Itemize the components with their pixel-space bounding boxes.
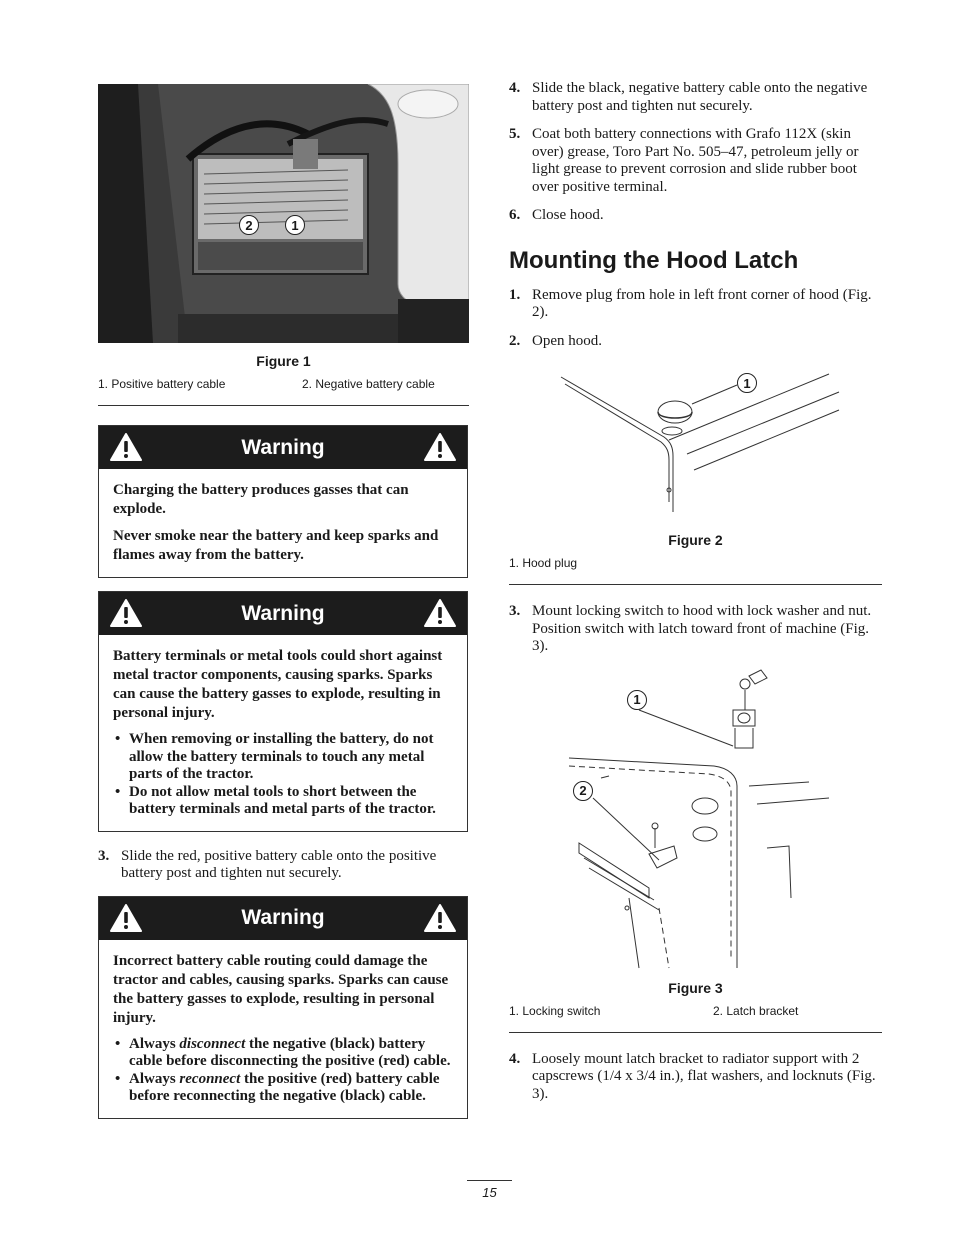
bullet-text: the negative (black) battery cable before disconnecting the positive (red) cable. bbox=[129, 1035, 451, 1069]
figure1-callout-1: 1 bbox=[285, 215, 305, 235]
step-text: Slide the red, positive battery cable onto the positive battery post and tighten nut securely. bbox=[121, 847, 437, 881]
bullet-text: the positive (red) battery cable before reconnecting the negative (black) cable. bbox=[129, 1070, 440, 1104]
figure1-battery-photo bbox=[98, 84, 469, 343]
step-number: 4. bbox=[509, 1050, 521, 1067]
step-number: 4. bbox=[509, 80, 521, 96]
figure1-legend-item-1: 1. Positive battery cable bbox=[98, 377, 226, 391]
step-number: 1. bbox=[509, 286, 521, 303]
warning-body bbox=[99, 469, 467, 577]
figure1-callout-2: 2 bbox=[239, 215, 259, 235]
step-text: Close hood. bbox=[532, 207, 604, 223]
warning-bullet-list bbox=[113, 1036, 453, 1106]
figure3-legend-item-2: 2. Latch bracket bbox=[713, 1003, 799, 1018]
warning-bullet bbox=[113, 1071, 453, 1106]
step-3-left bbox=[98, 848, 469, 883]
bullet-emphasis: disconnect bbox=[179, 1035, 246, 1052]
step-6 bbox=[509, 207, 882, 225]
left-column bbox=[98, 84, 469, 1119]
warning-triangle-icon bbox=[109, 903, 143, 933]
figure2-legend bbox=[509, 556, 882, 570]
figure2-title: Figure 2 bbox=[668, 532, 723, 548]
figure1-divider bbox=[98, 405, 469, 406]
figure3-legend bbox=[509, 1004, 882, 1018]
warning-body bbox=[99, 940, 467, 1118]
warning-header bbox=[99, 897, 467, 940]
warning-body bbox=[99, 635, 467, 831]
warning-title: Warning bbox=[241, 435, 325, 459]
figure3-callout-2: 2 bbox=[573, 781, 593, 801]
step-text: Slide the black, negative battery cable onto the negative battery post and tighten nut securely. bbox=[532, 80, 868, 114]
warning-triangle-icon bbox=[109, 598, 143, 628]
figure1-title: Figure 1 bbox=[256, 353, 311, 369]
figure3-callout-1: 1 bbox=[627, 690, 647, 710]
figure1-legend-item-2: 2. Negative battery cable bbox=[302, 377, 435, 391]
step-4-top bbox=[509, 80, 882, 115]
step-text: Loosely mount latch bracket to radiator support with 2 capscrews (1/4 x 3/4 in.), flat washers, and locknuts (Fig. 3). bbox=[532, 1050, 876, 1102]
step-3-right bbox=[509, 603, 882, 656]
figure2-hood-plug-diagram bbox=[509, 362, 882, 532]
figure2-callout-1: 1 bbox=[737, 373, 757, 393]
warning-box-terminals bbox=[98, 591, 468, 832]
figure3-divider bbox=[509, 1032, 882, 1033]
figure3-title: Figure 3 bbox=[668, 979, 723, 996]
step-text: Open hood. bbox=[532, 332, 602, 349]
section-heading: Mounting the Hood Latch bbox=[509, 246, 799, 274]
figure3-latch-diagram bbox=[509, 668, 882, 980]
step-text: Mount locking switch to hood with lock washer and nut. Position switch with latch toward front of machine (Fig. 3). bbox=[532, 603, 872, 654]
latch-line-drawing bbox=[509, 668, 882, 980]
step-number: 2. bbox=[509, 332, 521, 349]
warning-bullet-list bbox=[113, 731, 453, 819]
figure2-legend-item-1: 1. Hood plug bbox=[509, 556, 578, 570]
warning-header bbox=[99, 592, 467, 635]
warning-text: Never smoke near the battery and keep sparks and flames away from the battery. bbox=[113, 528, 439, 563]
step-number: 6. bbox=[509, 207, 521, 223]
warning-text: Incorrect battery cable routing could damage the tractor and cables, causing sparks. Sparks can cause the battery gasses to explode, resulting in personal injury. bbox=[113, 952, 449, 1026]
battery-photo-illustration bbox=[98, 84, 469, 343]
warning-bullet bbox=[113, 1036, 453, 1071]
bullet-text: Always bbox=[129, 1070, 180, 1087]
warning-title: Warning bbox=[241, 906, 325, 929]
step-number: 5. bbox=[509, 126, 521, 142]
warning-triangle-icon bbox=[423, 598, 457, 628]
step-text: Remove plug from hole in left front corner of hood (Fig. 2). bbox=[532, 286, 872, 320]
right-column bbox=[509, 80, 882, 1103]
warning-triangle-icon bbox=[109, 432, 143, 462]
figure3-legend-item-1: 1. Locking switch bbox=[509, 1003, 601, 1018]
step-2 bbox=[509, 333, 882, 351]
warning-bullet: • Do not allow metal tools to short between the battery terminals and metal parts of the tractor. bbox=[113, 784, 453, 819]
warning-box-cable-routing bbox=[98, 896, 468, 1119]
step-number: 3. bbox=[98, 847, 110, 864]
page-number: 15 bbox=[467, 1180, 512, 1200]
figure1-legend bbox=[98, 377, 469, 391]
warning-box-charging bbox=[98, 425, 468, 578]
warning-triangle-icon bbox=[423, 903, 457, 933]
warning-bullet: • When removing or installing the battery, do not allow the battery terminals to touch any metal parts of the tractor. bbox=[113, 731, 453, 784]
hood-plug-line-drawing bbox=[509, 362, 882, 532]
warning-text: Battery terminals or metal tools could short against metal tractor components, causing sparks. Sparks can cause the battery gasses to explode, resulting in personal injury. bbox=[113, 648, 443, 721]
step-4-bottom bbox=[509, 1051, 882, 1104]
warning-triangle-icon bbox=[423, 432, 457, 462]
warning-header bbox=[99, 426, 467, 469]
step-text: Coat both battery connections with Grafo 112X (skin over) grease, Toro Part No. 505–47, petroleum jelly or light grease to prevent corrosion and slide rubber boot over positive terminal. bbox=[532, 126, 859, 195]
bullet-text: Always bbox=[129, 1035, 180, 1052]
bullet-emphasis: reconnect bbox=[179, 1070, 241, 1087]
step-5 bbox=[509, 126, 882, 196]
warning-title: Warning bbox=[241, 601, 325, 625]
figure2-divider bbox=[509, 584, 882, 585]
step-number: 3. bbox=[509, 603, 521, 619]
warning-text: Charging the battery produces gasses that can explode. bbox=[113, 482, 409, 517]
step-1 bbox=[509, 287, 882, 322]
